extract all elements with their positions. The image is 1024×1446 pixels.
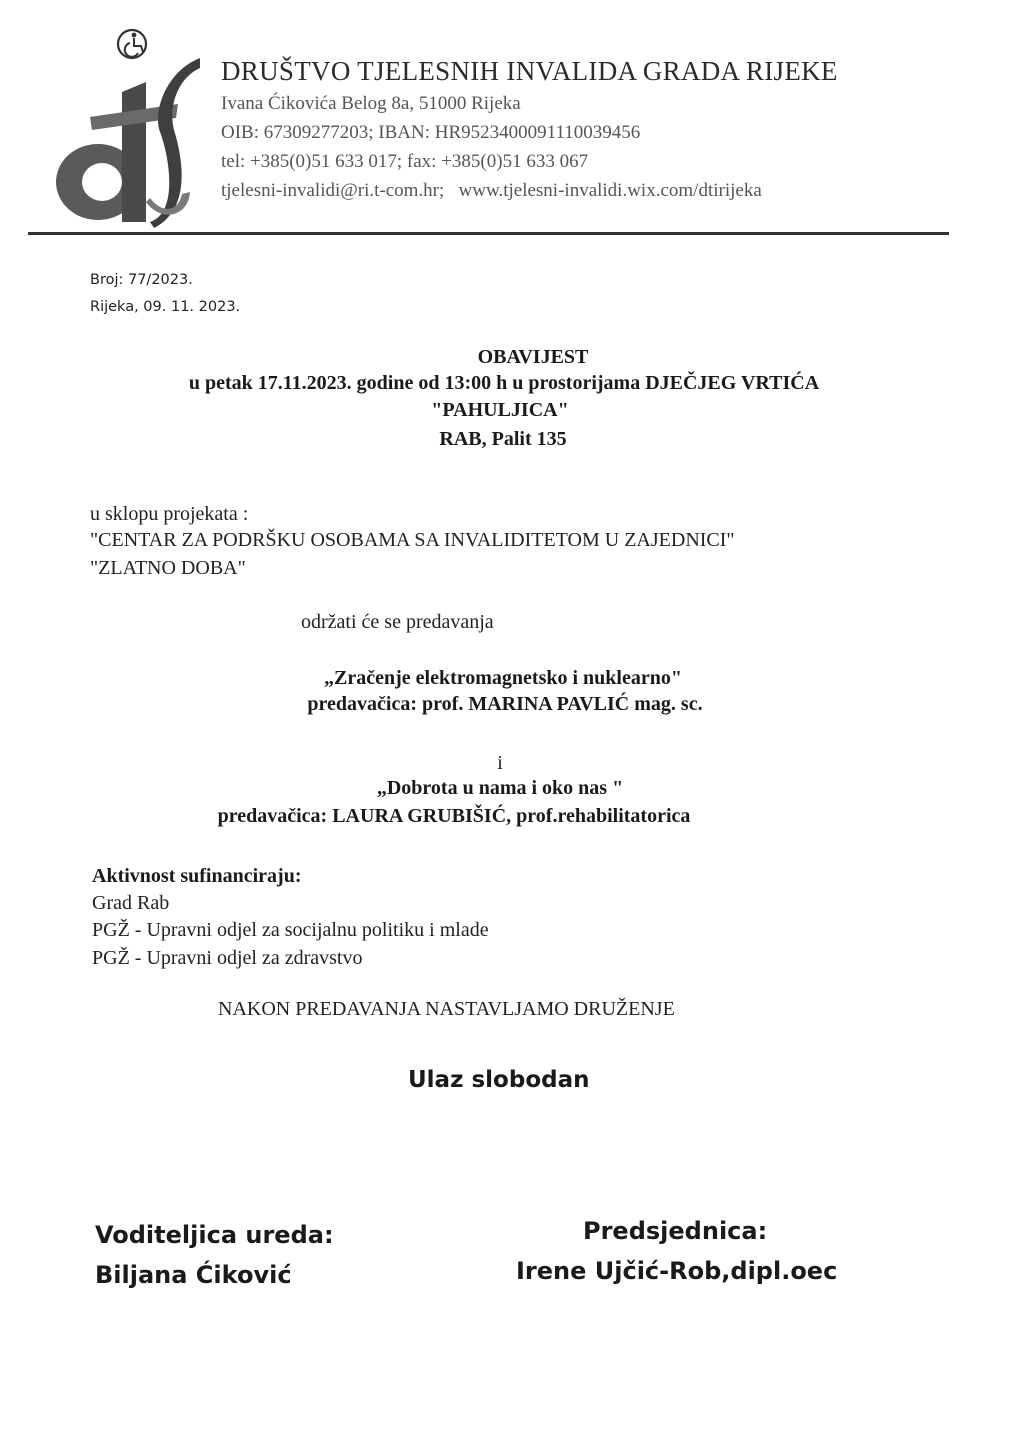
organization-phone-fax: tel: +385(0)51 633 017; fax: +385(0)51 633 067 [221, 151, 589, 172]
project-name: "CENTAR ZA PODRŠKU OSOBAMA SA INVALIDITETOM U ZAJEDNICI" [90, 529, 735, 551]
notice-venue-name: "PAHULJICA" [431, 399, 569, 421]
office-manager-name: Biljana Ćiković [95, 1261, 292, 1289]
funding-item: PGŽ - Upravni odjel za socijalnu politiku i mlade [92, 919, 489, 941]
president-name: Irene Ujčić-Rob,dipl.oec [516, 1257, 838, 1285]
free-entry-note: Ulaz slobodan [408, 1067, 590, 1093]
wheelchair-icon [118, 30, 146, 58]
lecture-connector: i [497, 752, 503, 774]
organization-logo [50, 22, 200, 232]
organization-address: Ivana Ćikovića Belog 8a, 51000 Rijeka [221, 93, 521, 114]
office-manager-role: Voditeljica ureda: [95, 1221, 334, 1249]
funding-item: Grad Rab [92, 892, 170, 914]
notice-title: OBAVIJEST [477, 346, 589, 368]
lecture-speaker: predavačica: LAURA GRUBIŠIĆ, prof.rehabilitatorica [217, 805, 691, 827]
organization-oib-iban: OIB: 67309277203; IBAN: HR9523400091110039456 [221, 122, 641, 143]
projects-intro: u sklopu projekata : [90, 503, 249, 525]
header-divider [28, 232, 949, 235]
lectures-intro: održati će se predavanja [301, 611, 494, 633]
document-number: Broj: 77/2023. [90, 272, 193, 288]
lecture-speaker: predavačica: prof. MARINA PAVLIĆ mag. sc. [307, 693, 703, 715]
lecture-title: „Zračenje elektromagnetsko i nuklearno" [324, 667, 682, 689]
notice-event-line: u petak 17.11.2023. godine od 13:00 h u prostorijama DJEČJEG VRTIĆA [188, 372, 820, 394]
organization-name: DRUŠTVO TJELESNIH INVALIDA GRADA RIJEKE [221, 56, 838, 86]
project-name: "ZLATNO DOBA" [90, 557, 246, 579]
lecture-title: „Dobrota u nama i oko nas " [376, 777, 624, 799]
funding-item: PGŽ - Upravni odjel za zdravstvo [92, 947, 363, 969]
socializing-note: NAKON PREDAVANJA NASTAVLJAMO DRUŽENJE [218, 998, 675, 1020]
notice-venue-address: RAB, Palit 135 [439, 428, 567, 450]
dti-logo-graphic [50, 22, 200, 232]
president-role: Predsjednica: [583, 1217, 768, 1245]
place-date: Rijeka, 09. 11. 2023. [90, 299, 241, 315]
funding-heading: Aktivnost sufinanciraju: [92, 865, 302, 887]
organization-email-web: tjelesni-invalidi@ri.t-com.hr; www.tjelesni-invalidi.wix.com/dtirijeka [221, 180, 762, 201]
